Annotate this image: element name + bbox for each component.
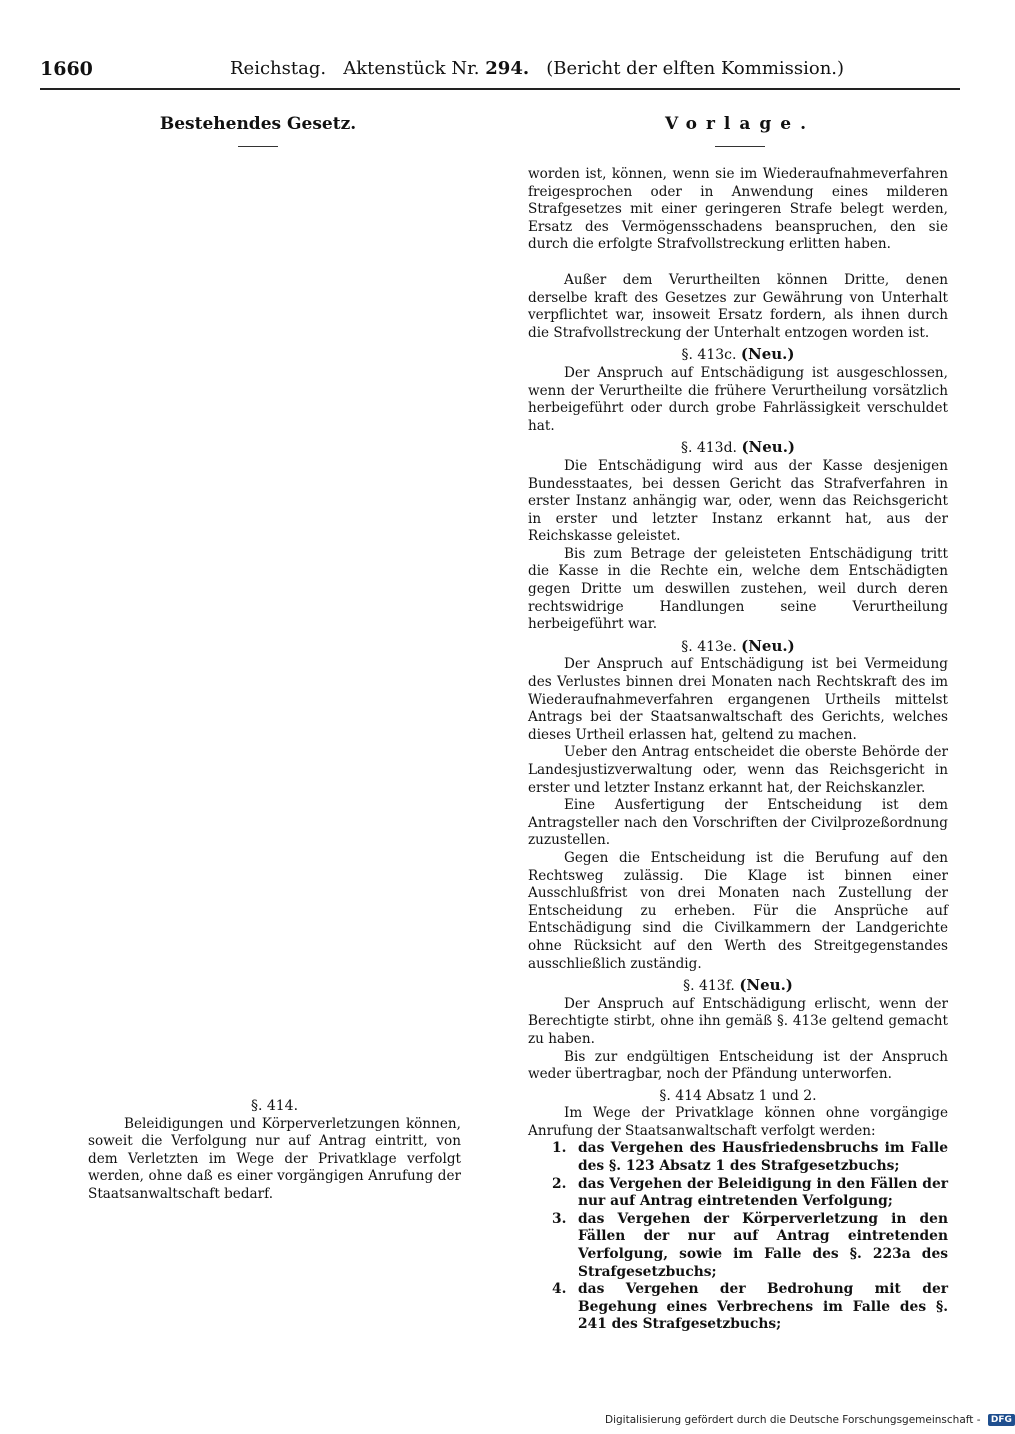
document-label: Aktenstück Nr. (343, 58, 480, 79)
dfg-logo-icon: DFG (988, 1414, 1015, 1426)
page-number: 1660 (40, 58, 93, 80)
paragraph: Die Entschädigung wird aus der Kasse desjenigen Bundesstaates, bei dessen Gericht das Strafverfahren in erster Instanz anhängig war, oder, wenn das Reichsgericht in erster und letzter Instanz erkannt hat, aus der Reichskasse geleistet. (528, 457, 948, 545)
footer-text: Digitalisierung gefördert durch die Deutsche Forschungsgemeinschaft - (605, 1414, 981, 1426)
document-subtitle: (Bericht der elften Kommission.) (546, 58, 845, 79)
section-heading-413e: §. 413e. (Neu.) (681, 636, 795, 655)
paragraph: Der Anspruch auf Entschädigung ist ausgeschlossen, wenn der Verurtheilte die frühere Verurtheilung vorsätzlich herbeigeführt oder durch grobe Fahrlässigkeit verschuldet hat. (528, 364, 948, 434)
section-heading-413f: §. 413f. (Neu.) (683, 976, 793, 995)
section-heading-413d: §. 413d. (Neu.) (680, 438, 796, 457)
paragraph: Außer dem Verurtheilten können Dritte, denen derselbe kraft des Gesetzes zur Gewährung von Unterhalt verpflichtet war, insoweit Ersatz fordern, als ihnen durch die Strafvollstreckung der Unterhalt entzogen worden ist. (528, 271, 948, 341)
paragraph: Beleidigungen und Körperverletzungen können, soweit die Verfolgung nur auf Antrag eintritt, von dem Verletzten im Wege der Privatklage verfolgt werden, ohne daß es einer vorgängigen Anrufung der Staatsanwaltschaft bedarf. (88, 1115, 461, 1202)
left-title-rule (238, 146, 278, 147)
paragraph: Der Anspruch auf Entschädigung erlischt, wenn der Berechtigte stirbt, ohne ihn gemäß §. 413e geltend gemacht zu haben. (528, 995, 948, 1047)
list-item: 3. das Vergehen der Körperverletzung in den Fällen der nur auf Antrag eintretenden Verfolgung, sowie im Falle des §. 223a des Strafgesetzbuchs; (552, 1210, 948, 1280)
digitization-footer (605, 1414, 1012, 1426)
left-column (88, 1098, 461, 1204)
list-item: 4. das Vergehen der Bedrohung mit der Begehung eines Verbrechens im Falle des §. 241 des Strafgesetzbuchs; (552, 1281, 948, 1333)
list-item: 1. das Vergehen des Hausfriedensbruchs im Falle des §. 123 Absatz 1 des Strafgesetzbuchs; (552, 1140, 948, 1175)
header-rule (40, 88, 960, 90)
section-heading-413c: §. 413c. (Neu.) (681, 345, 795, 364)
paragraph: worden ist, können, wenn sie im Wiederaufnahmeverfahren freigesprochen oder in Anwendung eines milderen Strafgesetzes mit einer geringeren Strafe belegt werden, Ersatz des Vermögensschadens beanspruchen, den sie durch die erfolgte Strafvollstreckung erlitten haben. (528, 166, 948, 253)
section-heading-414: §. 414 Absatz 1 und 2. (659, 1087, 817, 1104)
page-header (40, 58, 960, 86)
paragraph: Bis zur endgültigen Entscheidung ist der Anspruch weder übertragbar, noch der Pfändung unterworfen. (528, 1048, 948, 1083)
section-heading-414-existing: §. 414. (250, 1098, 299, 1114)
left-column-title: Bestehendes Gesetz. (159, 114, 357, 134)
paragraph: Ueber den Antrag entscheidet die oberste Behörde der Landesjustizverwaltung oder, wenn das Reichsgericht in erster und letzter Instanz erkannt hat, der Reichskanzler. (528, 744, 948, 796)
offense-list (528, 1140, 948, 1334)
right-column-title: Vorlage. (664, 114, 816, 134)
running-head (230, 58, 844, 79)
list-item: 2. das Vergehen der Beleidigung in den Fällen der nur auf Antrag eintretenden Verfolgung; (552, 1175, 948, 1210)
paragraph: Bis zum Betrage der geleisteten Entschädigung tritt die Kasse in die Rechte ein, welche dem Entschädigten gegen Dritte um deswillen zustehen, weil durch deren rechtswidrige Handlungen seine Verurtheilung herbeigeführt war. (528, 545, 948, 633)
document-number: 294. (485, 58, 530, 79)
paragraph: Gegen die Entscheidung ist die Berufung auf den Rechtsweg zulässig. Die Klage ist binnen einer Ausschlußfrist von drei Monaten nach Zustellung der Entscheidung zu erheben. Für die Ansprüche auf Entschädigung sind die Civilkammern der Landgerichte ohne Rücksicht auf den Werth des Streitgegenstandes ausschließlich zuständig. (528, 849, 948, 972)
right-column (528, 166, 948, 1334)
paragraph: Der Anspruch auf Entschädigung ist bei Vermeidung des Verlustes binnen drei Monaten nach Rechtskraft des im Wiederaufnahmeverfahren ergangenen Urtheils mittelst Antrags bei der Staatsanwaltschaft des Gerichts, welches dieses Urtheil erlassen hat, geltend zu machen. (528, 656, 948, 743)
publication-name: Reichstag. (230, 58, 327, 79)
paragraph: Im Wege der Privatklage können ohne vorgängige Anrufung der Staatsanwaltschaft verfolgt werden: (528, 1105, 948, 1139)
paragraph: Eine Ausfertigung der Entscheidung ist dem Antragsteller nach den Vorschriften der Civilprozeßordnung zuzustellen. (528, 797, 948, 849)
right-title-rule (715, 146, 765, 147)
